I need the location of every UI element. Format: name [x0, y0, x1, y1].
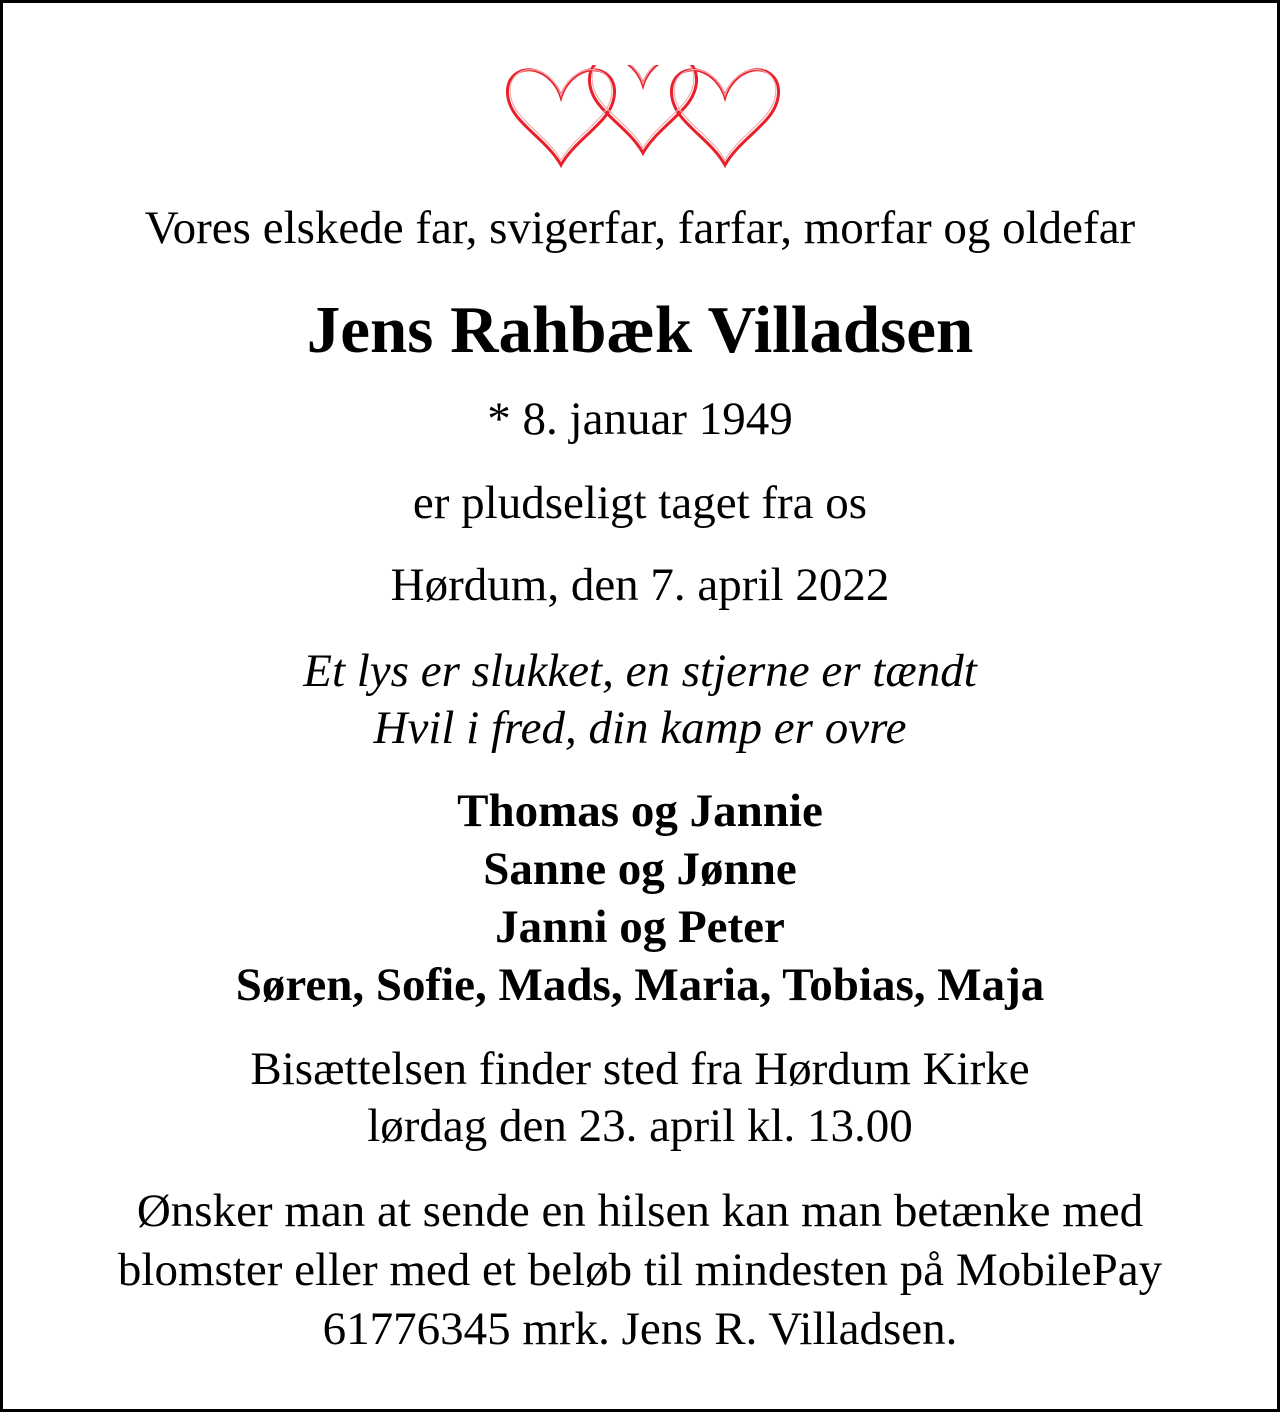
donation-line: 61776345 mrk. Jens R. Villadsen. — [322, 1303, 958, 1355]
memorial-verse — [3, 643, 1277, 757]
birth-date: * 8. januar 1949 — [487, 393, 793, 445]
verse-line: Hvil i fred, din kamp er ovre — [373, 702, 907, 754]
family-line: Janni og Peter — [495, 901, 785, 953]
deceased-name: Jens Rahbæk Villadsen — [306, 293, 974, 367]
donation-line: Ønsker man at sende en hilsen kan man betænke med — [136, 1185, 1144, 1237]
funeral-line: lørdag den 23. april kl. 13.00 — [367, 1100, 913, 1152]
verse-line: Et lys er slukket, en stjerne er tændt — [303, 645, 977, 697]
family-line: Sanne og Jønne — [483, 843, 797, 895]
funeral-line: Bisættelsen finder sted fra Hørdum Kirke — [250, 1043, 1030, 1095]
funeral-info — [3, 1041, 1277, 1155]
intro-text: Vores elskede far, svigerfar, farfar, morfar og oldefar — [144, 202, 1136, 254]
three-linked-hearts-icon — [503, 65, 783, 171]
donation-info — [3, 1182, 1277, 1359]
family-names — [3, 782, 1277, 1014]
family-line: Søren, Sofie, Mads, Maria, Tobias, Maja — [235, 959, 1045, 1011]
place-and-date: Hørdum, den 7. april 2022 — [390, 559, 890, 611]
donation-line: blomster eller med et beløb til mindesten på MobilePay — [117, 1244, 1163, 1296]
passing-text: er pludseligt taget fra os — [412, 477, 868, 529]
family-line: Thomas og Jannie — [457, 785, 823, 837]
